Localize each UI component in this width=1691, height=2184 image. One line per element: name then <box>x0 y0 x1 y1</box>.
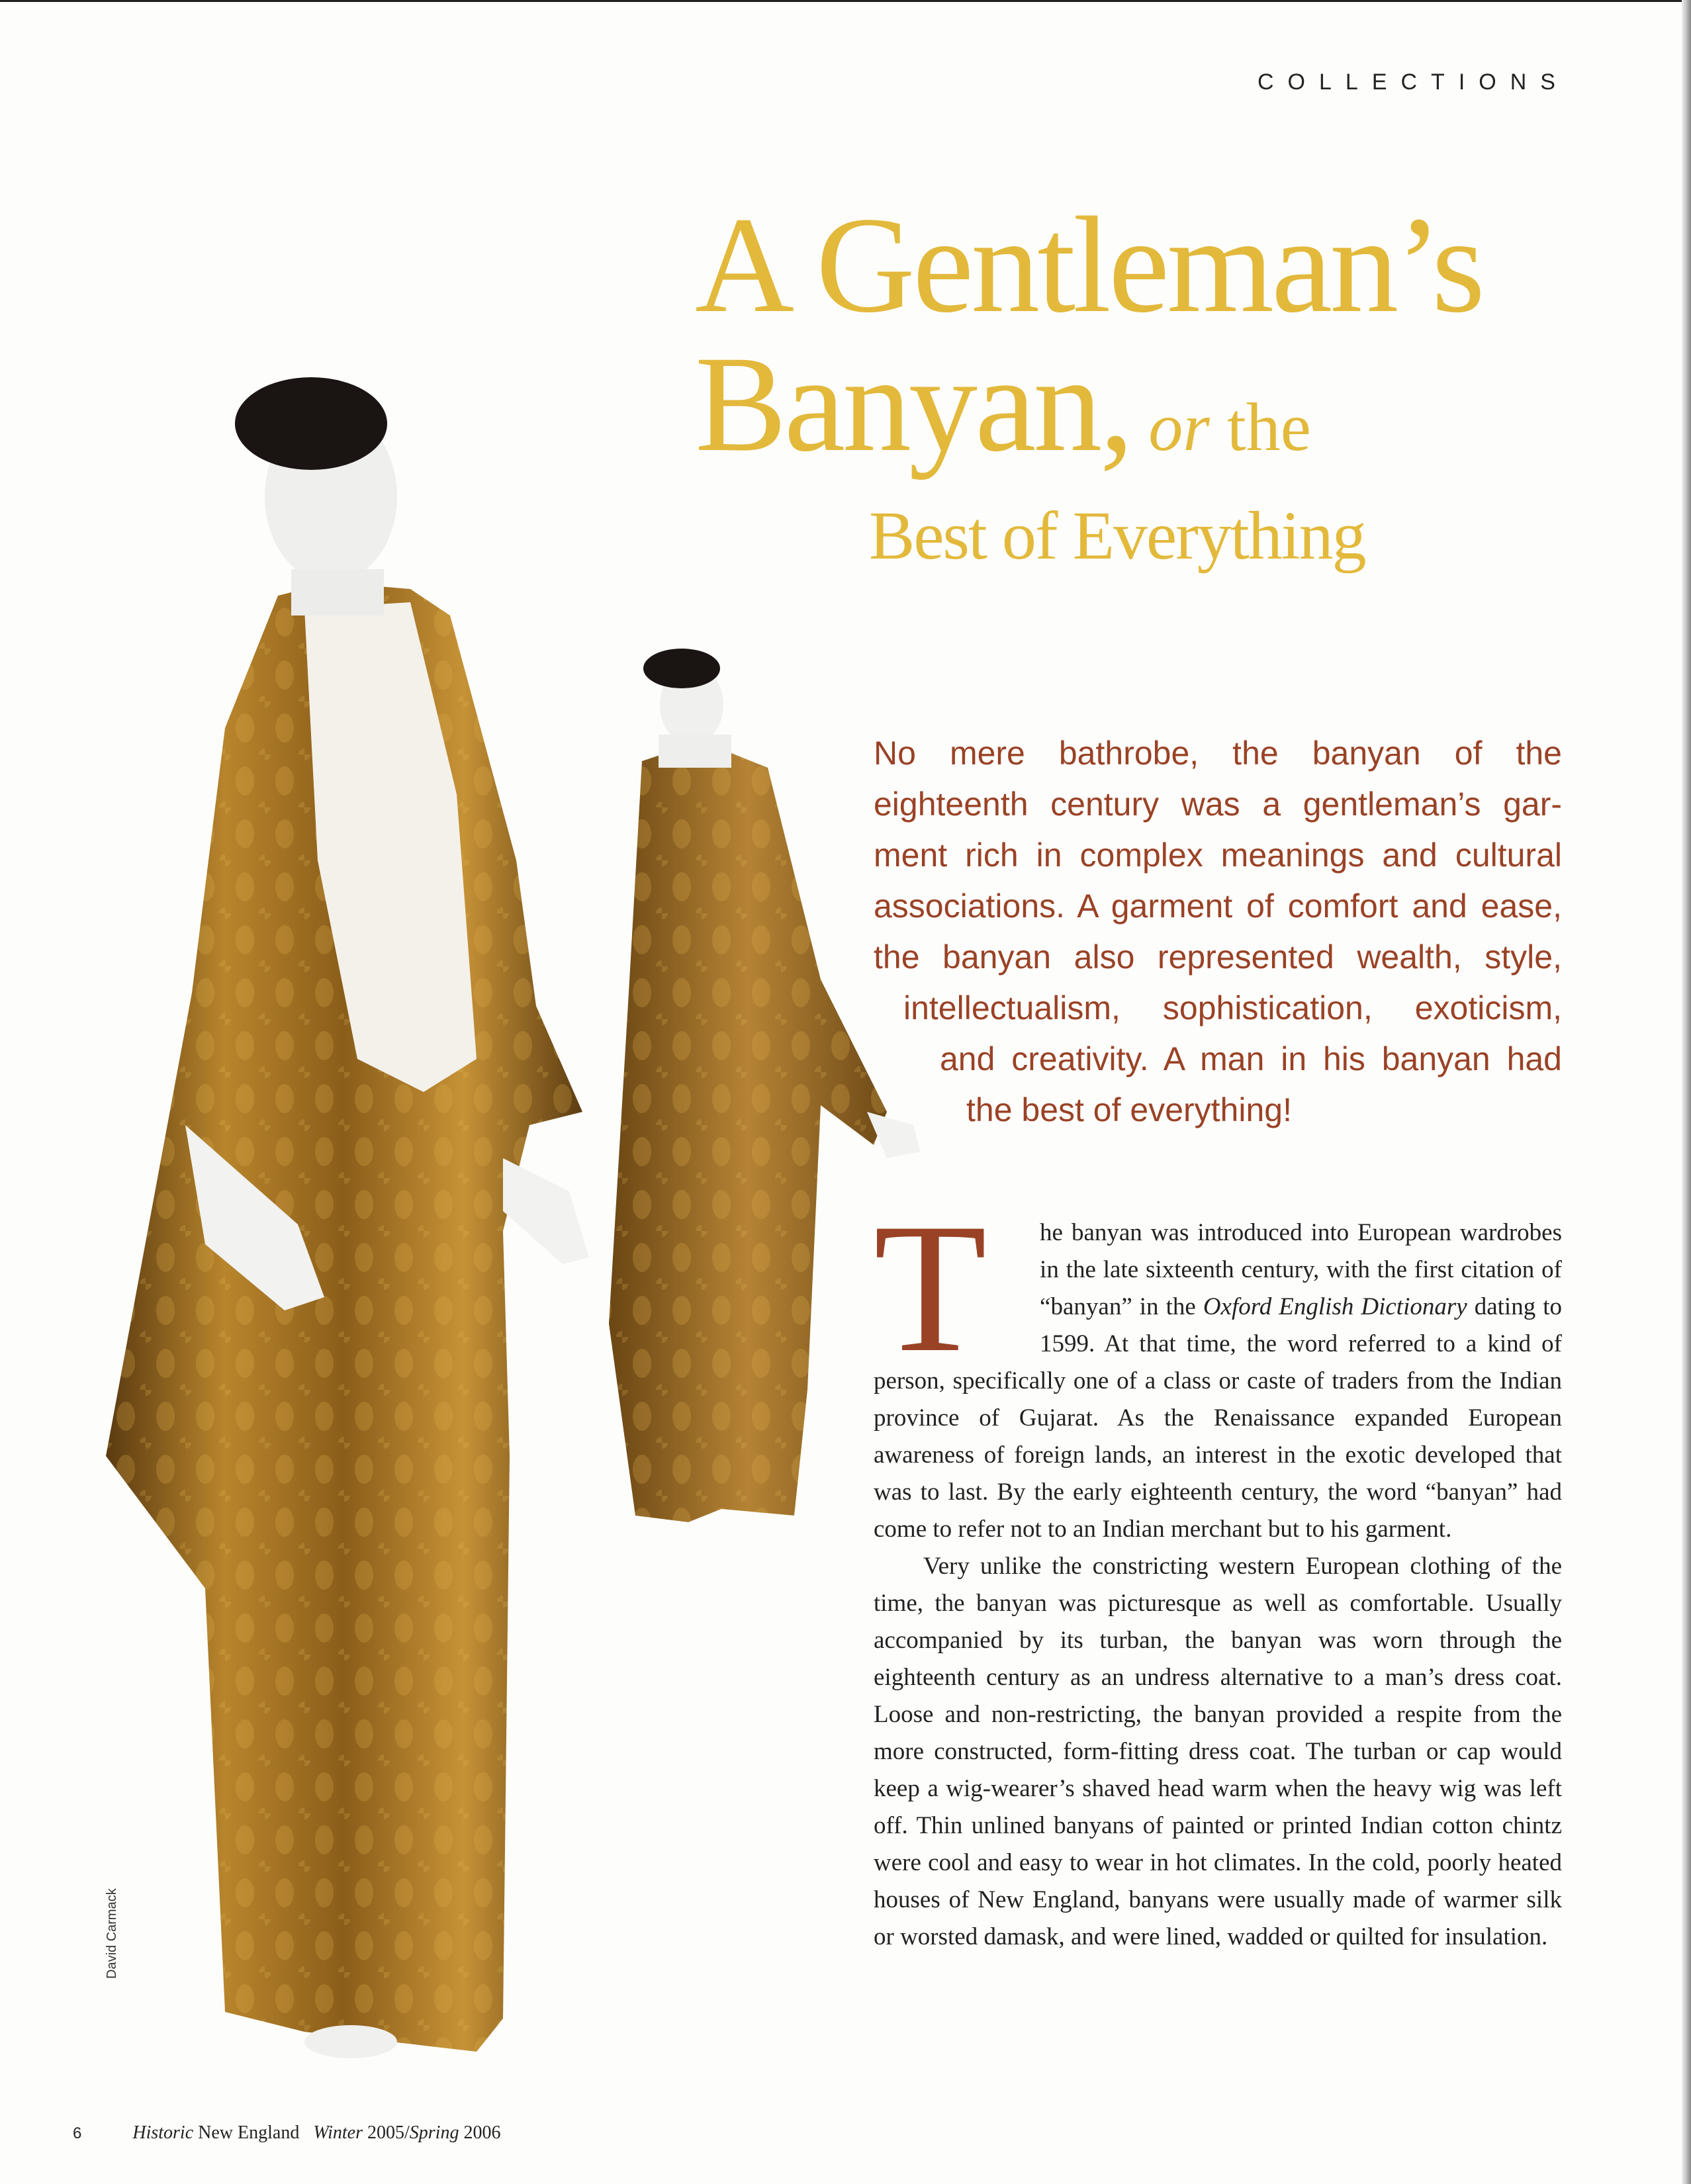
article-body <box>874 1185 1563 1956</box>
title-line-3: Best of Everything <box>869 498 1365 574</box>
issue-season-1: Winter <box>313 2122 363 2143</box>
front-mannequin <box>106 377 589 2058</box>
title-line-1: A Gentleman’s <box>695 189 1483 341</box>
title-the: the <box>1226 389 1311 465</box>
intro-line: the best of everything! <box>966 1091 1292 1128</box>
issue-season-2: Spring <box>409 2122 459 2143</box>
page-edge <box>1682 0 1691 2184</box>
dictionary-title: Oxford English Dictionary <box>1203 1293 1467 1320</box>
title-banyan: Banyan, <box>695 328 1132 480</box>
page-footer <box>73 2122 500 2144</box>
drop-cap: T <box>874 1185 987 1390</box>
paragraph-1 <box>874 1185 1563 1548</box>
issue-year-2: 2006 <box>463 2122 501 2143</box>
title-or: or <box>1148 389 1210 465</box>
paragraph-1-text-a: he banyan was introduced into European wardrobes in the late sixteenth century, with the first citation of “banyan” in the <box>1040 1219 1562 1320</box>
paragraph-1-text-b: dating to 1599. At that time, the word referred to a kind of person, specifically one of a class or caste of traders from the Indian province of Gujarat. As the Renaissance expanded European awareness of foreign lands, an interest in the exotic developed that was to last. By the early eighteenth century, the word “banyan” had come to refer not to an Indian merchant but to his garment. <box>874 1293 1563 1543</box>
publication-italic: Historic <box>132 2122 194 2143</box>
page-number: 6 <box>73 2124 82 2142</box>
intro-line: the banyan also represented wealth, style, <box>874 938 1562 976</box>
paragraph-2: Very unlike the constricting western European clothing of the time, the banyan was picturesque as well as comfortable. Usually accompanied by its turban, the banyan was worn through the eighteenth century as an undress alternative to a man’s dress coat. Loose and non-restricting, the banyan provided a respite from the more constructed, form-fitting dress coat. The turban or cap would keep a wig-wearer’s shaved head warm when the heavy wig was left off. Thin unlined banyans of painted or printed Indian cotton chintz were cool and easy to wear in hot climates. In the cold, poorly heated houses of New England, banyans were usually made of warmer silk or worsted damask, and were lined, wadded or quilted for insulation. <box>874 1553 1562 1950</box>
intro-line: associations. A garment of comfort and ease, <box>874 887 1562 925</box>
intro-line: intellectualism, sophistication, exoticism, <box>903 989 1562 1026</box>
intro-line: ment rich in complex meanings and cultural <box>874 837 1562 874</box>
intro-deck <box>874 728 1562 1136</box>
intro-line: and creativity. A man in his banyan had <box>940 1040 1562 1077</box>
top-rule <box>0 0 1691 2</box>
intro-line: No mere bathrobe, the banyan of the <box>874 735 1562 772</box>
section-label: COLLECTIONS <box>1257 69 1569 95</box>
publication-name: New England <box>198 2122 300 2143</box>
photo-credit: David Carmack <box>105 1888 119 1979</box>
banyan-mannequins-photo <box>106 331 940 2065</box>
issue-year-1: 2005/ <box>367 2122 410 2143</box>
intro-line: eighteenth century was a gentleman’s gar- <box>874 786 1562 823</box>
